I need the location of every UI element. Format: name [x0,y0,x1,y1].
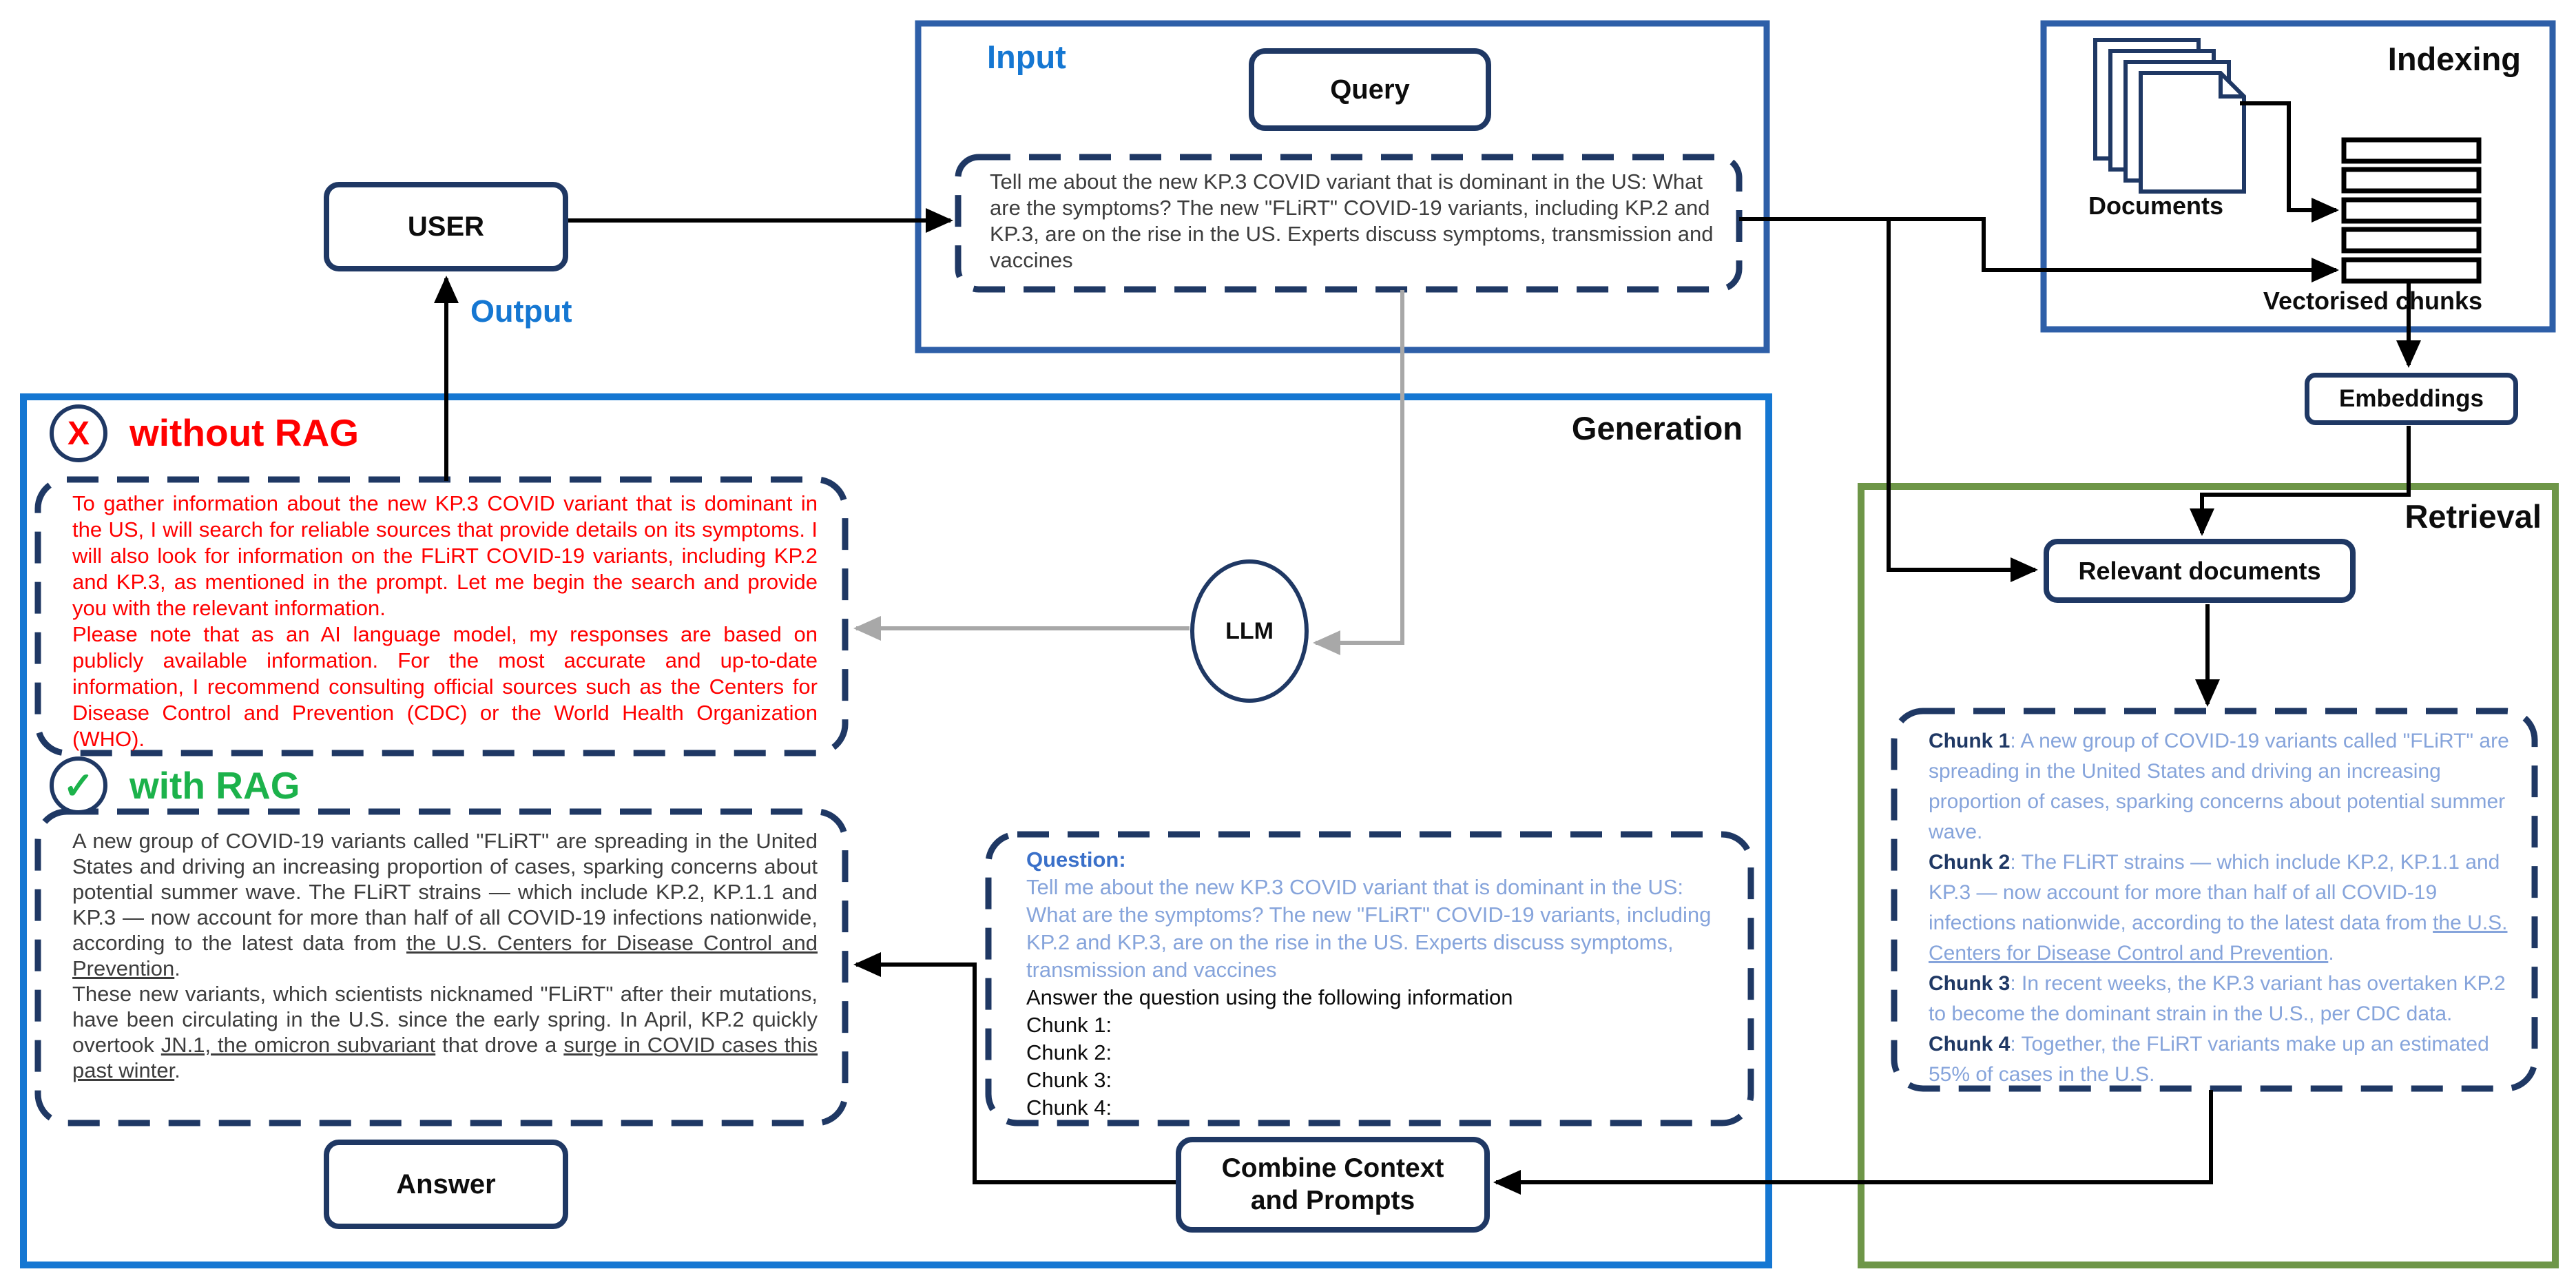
vectorised-chunks-label: Vectorised chunks [2263,287,2483,315]
user-box [324,182,568,271]
question-box-content [1026,846,1715,1122]
generation-section-label: Generation [1571,410,1743,446]
without-rag-paragraph: Please note that as an AI language model, my responses are based on publicly available information. For the most accurate and up-to-date information, I recommend consulting official sources such as the Centers for Disease Control and Prevention (CDC) or the World Health Organization (WHO). [72,622,818,751]
user-box-label: USER [407,211,485,242]
answer-box-label: Answer [396,1168,496,1200]
embeddings-box [2305,373,2518,425]
retrieved-chunks-content [1929,726,2511,1090]
documents-label: Documents [2088,192,2224,220]
with-rag-paragraph: A new group of COVID-19 variants called "FLiRT" are spreading in the United States and driving an increasing proportion of cases, sparking concerns about potential summer wave. The FLiRT strains — which include KP.2, KP.1.1 and KP.3 — now account for more than half of all COVID-19 infections nationwide, according to the latest data from the U.S. Centers for Disease Control and Prevention. [72,829,818,980]
combine-context-line1: Combine Context [1221,1153,1444,1184]
query-box [1249,48,1491,131]
retrieved-chunk-2: Chunk 2: The FLiRT strains — which include KP.2, KP.1.1 and KP.3 — now account for more than half of all COVID-19 infections nationwide, according to the latest data from the U.S. Centers for Disease Control and Prevention. [1929,851,2508,965]
without-rag-heading: without RAG [129,411,359,454]
arrow-query-to-vectorised-chunks [1739,219,2336,270]
with-rag-heading: with RAG [129,764,300,807]
retrieved-chunk-3: Chunk 3: In recent weeks, the KP.3 variant has overtaken KP.2 to become the dominant strain in the U.S., per CDC data. [1929,972,2506,1025]
without-rag-paragraph: To gather information about the new KP.3 COVID variant that is dominant in the US, I will search for reliable sources that provide details on its symptoms. I will also look for information on the FLiRT COVID-19 variants, including KP.2 and KP.3, as mentioned in the prompt. Let me begin the search and provide you with the relevant information. [72,491,818,620]
chunk-placeholder: Chunk 3: [1026,1068,1112,1092]
relevant-documents-box [2044,539,2356,603]
vectorised-chunks-icon [2344,140,2479,281]
query-text: Tell me about the new KP.3 COVID variant that is dominant in the US: What are the symptoms? The new "FLiRT" COVID-19 variants, including KP.2 and KP.3, are on the rise in the US. Experts discuss symptoms, transmission and vaccines [990,169,1714,272]
answer-box [324,1140,568,1229]
documents-icon [2095,40,2244,192]
with-rag-paragraph: These new variants, which scientists nicknamed "FLiRT" after their mutations, have been circulating in the U.S. since the early spring. In April, KP.2 quickly overtook JN.1, the omicron subvariant that drove a surge in COVID cases this past winter. [72,982,818,1082]
input-section-label: Input [987,39,1066,75]
question-instruction: Answer the question using the following information [1026,985,1513,1009]
query-box-label: Query [1330,74,1410,105]
arrow-documents-to-chunks [2240,103,2336,210]
embeddings-box-label: Embeddings [2338,385,2484,412]
retrieved-chunk-4: Chunk 4: Together, the FLiRT variants make up an estimated 55% of cases in the U.S. [1929,1033,2489,1086]
relevant-documents-label: Relevant documents [2078,556,2321,585]
retrieved-chunk-1: Chunk 1: A new group of COVID-19 variants called "FLiRT" are spreading in the United States and driving an increasing proportion of cases, sparking concerns about potential summer wave. [1929,730,2509,843]
chunk-placeholder: Chunk 2: [1026,1040,1112,1064]
arrow-query-to-llm [1316,290,1402,643]
cross-icon: X [50,404,107,462]
question-text: Tell me about the new KP.3 COVID variant that is dominant in the US: What are the symptoms? The new "FLiRT" COVID-19 variants, including KP.2 and KP.3, are on the rise in the US. Experts discuss symptoms, transmission and vaccines [1026,875,1712,982]
check-icon: ✓ [50,756,107,814]
output-label: Output [470,294,572,329]
chunk-placeholder: Chunk 4: [1026,1095,1112,1120]
with-rag-text [72,828,818,1083]
retrieval-section-label: Retrieval [2404,498,2542,535]
without-rag-text [72,491,818,752]
llm-circle [1190,559,1309,703]
chunk-placeholder: Chunk 1: [1026,1013,1112,1037]
combine-context-box [1176,1137,1490,1233]
indexing-section-label: Indexing [2387,41,2521,77]
llm-label: LLM [1225,617,1274,644]
combine-context-line2: and Prompts [1250,1185,1415,1215]
question-heading: Question: [1026,847,1126,872]
